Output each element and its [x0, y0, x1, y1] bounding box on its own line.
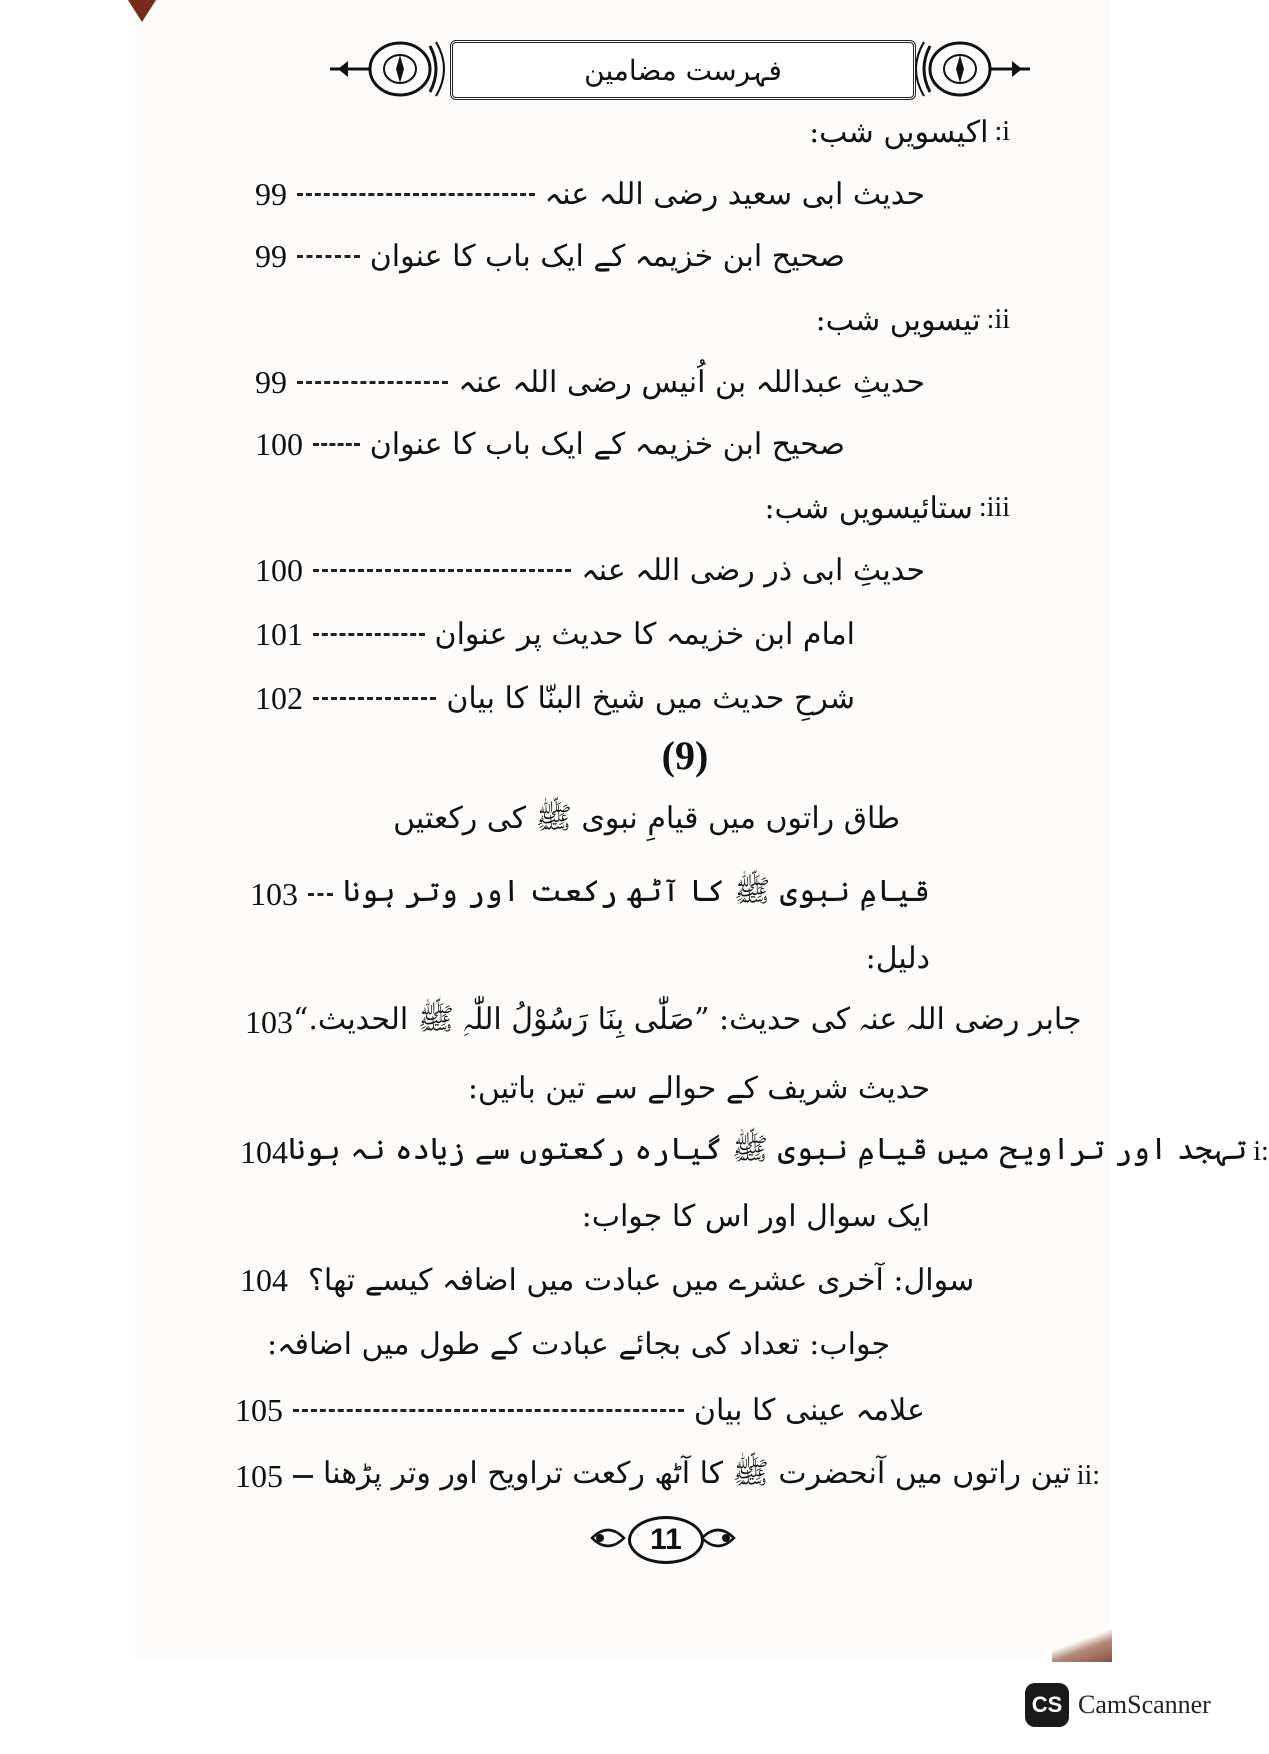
toc-page-number: 100 — [255, 425, 303, 462]
camscanner-logo-icon: CS — [1025, 1683, 1069, 1727]
toc-heading-answer: جواب: تعداد کی بجائے عبادت کے طول میں اضافہ: — [266, 1326, 890, 1362]
toc-title: صحیح ابن خزیمہ کے ایک باب کا عنوان — [369, 426, 845, 462]
toc-heading-evidence: دلیل: — [865, 940, 930, 976]
toc-page-number: 103 — [245, 1003, 293, 1040]
ornament-right-icon — [900, 36, 1030, 102]
toc-page-number: 99 — [255, 237, 287, 274]
toc-leader — [293, 1409, 684, 1412]
toc-page-number: 99 — [255, 175, 287, 212]
toc-title: تہجد اور تراویح میں قیامِ نبوی ﷺ گیارہ رکعتوں سے زیادہ نہ ہونا — [288, 1131, 1248, 1167]
toc-page-number: 99 — [255, 363, 287, 400]
toc-title: حدیثِ ابی ذر رضی اللہ عنہ — [581, 552, 925, 588]
toc-row — [245, 996, 1082, 1048]
toc-title: شرحِ حدیث میں شیخ البنّا کا بیان — [446, 680, 855, 716]
header-title-box — [450, 40, 916, 100]
toc-row — [255, 168, 925, 220]
toc-row — [255, 672, 855, 724]
toc-heading-23rd-night: ii: تیسویں شب: — [815, 302, 1010, 338]
toc-row — [240, 1254, 975, 1306]
page-corner-mark — [128, 0, 156, 22]
toc-heading-three-points: حدیث شریف کے حوالے سے تین باتیں: — [467, 1070, 930, 1106]
camscanner-watermark: CamScanner — [1078, 1690, 1211, 1719]
contents-header — [330, 36, 1030, 102]
section-title: طاق راتوں میں قیامِ نبوی ﷺ کی رکعتیں — [393, 801, 900, 836]
toc-title: امام ابن خزیمہ کا حدیث پر عنوان — [434, 616, 855, 652]
toc-page-number: 102 — [255, 679, 303, 716]
page-number: 11 — [628, 1516, 704, 1564]
toc-row: 105 تین راتوں میں آنحضرت ﷺ کا آٹھ رکعت تراویح اور وتر پڑھنا ii: — [235, 1450, 935, 1502]
toc-page-number: 103 — [250, 875, 298, 912]
page-corner-shadow — [1052, 1628, 1112, 1662]
scan-margin — [1110, 0, 1240, 1660]
toc-leader — [293, 1475, 313, 1478]
toc-row: 104 تہجد اور تراویح میں قیامِ نبوی ﷺ گیارہ رکعتوں سے زیادہ نہ ہونا i: — [240, 1126, 940, 1178]
page-footer — [588, 1510, 738, 1566]
toc-row — [255, 230, 845, 282]
page-title: فہرست مضامین — [584, 53, 782, 87]
toc-heading-27th-night: iii: ستائیسویں شب: — [764, 490, 1010, 526]
toc-leader — [308, 893, 333, 896]
toc-title: حدیث ابی سعید رضی اللہ عنہ — [544, 176, 925, 212]
toc-heading-question-answer: ایک سوال اور اس کا جواب: — [581, 1198, 930, 1234]
toc-page-number: 101 — [255, 615, 303, 652]
section-number: (9) — [661, 733, 709, 778]
ornament-left-icon — [330, 36, 460, 102]
toc-title: قیامِ نبوی ﷺ کا آٹھ رکعت اور وتر ہونا — [342, 873, 930, 909]
toc-page-number: 104 — [240, 1133, 288, 1170]
toc-row — [235, 1384, 925, 1436]
toc-page-number: 105 — [235, 1457, 283, 1494]
toc-page-number: 100 — [255, 551, 303, 588]
toc-heading-21st-night: i: اکیسویں شب: — [809, 114, 1010, 150]
toc-leader — [313, 633, 425, 636]
toc-row — [255, 608, 855, 660]
toc-title: صحیح ابن خزیمہ کے ایک باب کا عنوان — [369, 238, 845, 274]
toc-row — [255, 544, 925, 596]
toc-title: سوال: آخری عشرے میں عبادت میں اضافہ کیسے تھا؟ — [308, 1262, 975, 1298]
toc-leader — [313, 569, 571, 572]
toc-row — [255, 356, 925, 408]
toc-leader — [297, 255, 360, 258]
toc-page-number: 105 — [235, 1391, 283, 1428]
toc-title: حدیثِ عبداللہ بن اُنیس رضی اللہ عنہ — [458, 364, 925, 400]
toc-title: تین راتوں میں آنحضرت ﷺ کا آٹھ رکعت تراویح اور وتر پڑھنا — [323, 1455, 1071, 1491]
toc-row — [255, 418, 845, 470]
toc-leader — [297, 381, 448, 384]
toc-row — [250, 868, 930, 920]
toc-title: علامہ عینی کا بیان — [693, 1392, 925, 1428]
toc-title: جابر رضی اللہ عنہ کی حدیث: ”صَلّٰی بِنَا رَسُوْلُ اللّٰہِ ﷺ الحدیث.“ — [293, 1001, 1082, 1037]
toc-leader — [297, 193, 535, 196]
toc-leader — [313, 443, 360, 446]
toc-page-number: 104 — [240, 1261, 288, 1298]
toc-leader — [313, 697, 436, 700]
